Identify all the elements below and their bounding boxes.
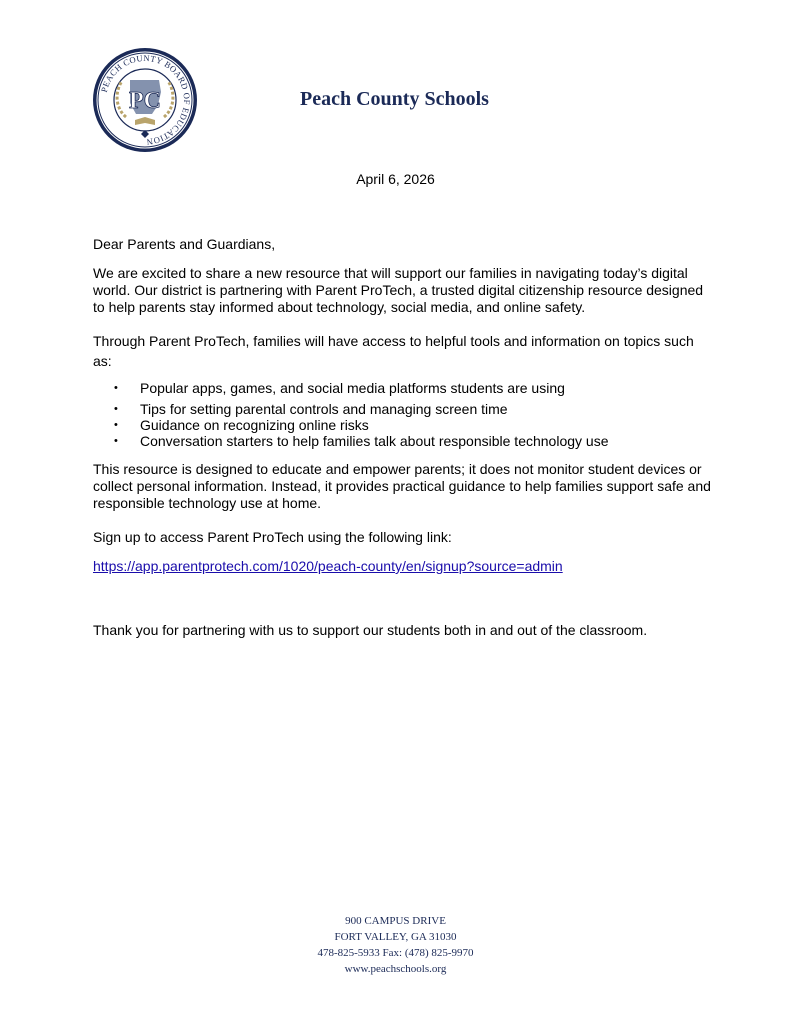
signup-instructions: Sign up to access Parent ProTech using the following link: bbox=[93, 529, 452, 545]
signup-link[interactable]: https://app.parentprotech.com/1020/peach-county/en/signup?source=admin bbox=[93, 558, 563, 574]
letter-greeting: Dear Parents and Guardians, bbox=[93, 236, 276, 252]
seal-ring-text: PEACH COUNTY BOARD OF EDUCATION bbox=[98, 52, 193, 148]
list-item: • Guidance on recognizing online risks bbox=[93, 417, 713, 433]
school-seal-logo bbox=[92, 47, 198, 153]
list-item: • Tips for setting parental controls and managing screen time bbox=[93, 401, 713, 417]
school-name-heading: Peach County Schools bbox=[300, 88, 489, 110]
footer-address-line1: 900 CAMPUS DRIVE bbox=[345, 915, 446, 927]
footer-address-line2: FORT VALLEY, GA 31030 bbox=[334, 931, 457, 943]
footer-website: www.peachschools.org bbox=[344, 963, 447, 975]
footer-phone-fax: 478-825-5933 Fax: (478) 825-9970 bbox=[317, 947, 474, 959]
seal-monogram: PC bbox=[129, 88, 161, 114]
closing-paragraph: Thank you for partnering with us to support our students both in and out of the classroom. bbox=[93, 622, 648, 638]
letter-date: April 6, 2026 bbox=[356, 171, 435, 187]
list-item: • Conversation starters to help families talk about responsible technology use bbox=[93, 433, 713, 449]
letterhead-footer bbox=[0, 913, 791, 977]
intro-paragraph: We are excited to share a new resource that will support our families in navigating today’s digital world. Our district is partnering with Parent ProTech, a trusted digital citizenship resource designed to help parents stay informed about technology, social media, and online safety. bbox=[93, 265, 704, 315]
topics-intro-paragraph: Through Parent ProTech, families will have access to helpful tools and information on topics such as: bbox=[93, 333, 694, 369]
list-item: • Popular apps, games, and social media platforms students are using bbox=[93, 380, 713, 396]
privacy-paragraph: This resource is designed to educate and empower parents; it does not monitor student devices or collect personal information. Instead, it provides practical guidance to help families support safe and responsible technology use at home. bbox=[93, 461, 711, 511]
topics-bullet-list bbox=[93, 380, 713, 449]
